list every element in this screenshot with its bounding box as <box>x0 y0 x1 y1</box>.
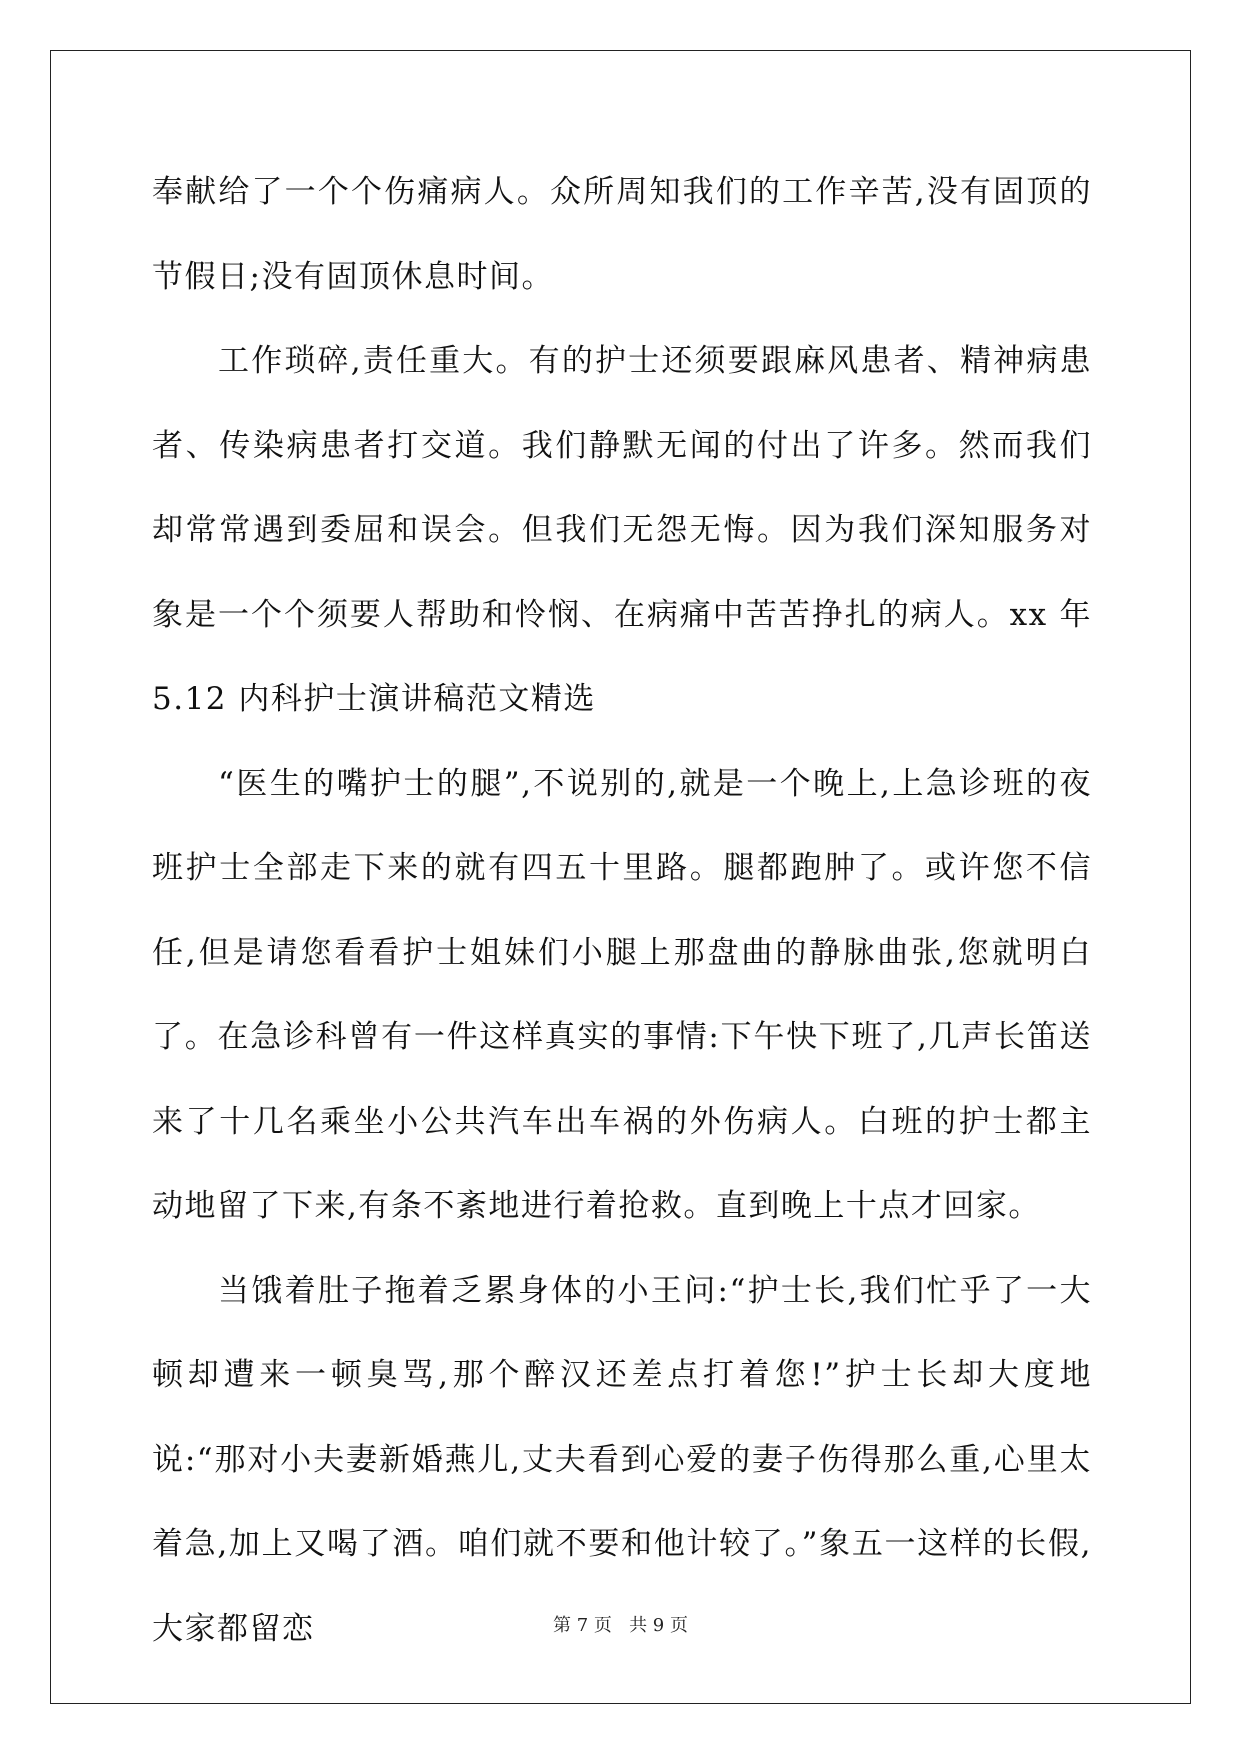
paragraph-3: “医生的嘴护士的腿”,不说别的,就是一个晚上,上急诊班的夜班护士全部走下来的就有四五十里路。腿都跑肿了。或许您不信任,但是请您看看护士姐妹们小腿上那盘曲的静脉曲张,您就明白了。在急诊科曾有一件这样真实的事情:下午快下班了,几声长笛送来了十几名乘坐小公共汽车出车祸的外伤病人。白班的护士都主动地留了下来,有条不紊地进行着抢救。直到晚上十点才回家。 <box>152 765 1092 1224</box>
paragraph-2: 工作琐碎,责任重大。有的护士还须要跟麻风患者、精神病患者、传染病患者打交道。我们静默无闻的付出了许多。然而我们却常常遇到委屈和误会。但我们无怨无悔。因为我们深知服务对象是一个个须要人帮助和怜悯、在病痛中苦苦挣扎的病人。xx 年 5.12 内科护士演讲稿范文精选 <box>152 343 1092 717</box>
paragraph-4: 当饿着肚子拖着乏累身体的小王问:“护士长,我们忙乎了一大顿却遭来一顿臭骂,那个醉汉还差点打着您!”护士长却大度地说:“那对小夫妻新婚燕儿,丈夫看到心爱的妻子伤得那么重,心里太着急,加上又喝了酒。咱们就不要和他计较了。”象五一这样的长假,大家都留恋 <box>152 1272 1092 1647</box>
paragraph-1: 奉献给了一个个伤痛病人。众所周知我们的工作辛苦,没有固顶的节假日;没有固顶休息时间。 <box>152 174 1092 295</box>
page-number-footer: 第 7 页 共 9 页 <box>553 1615 688 1636</box>
document-body <box>152 150 1092 1671</box>
